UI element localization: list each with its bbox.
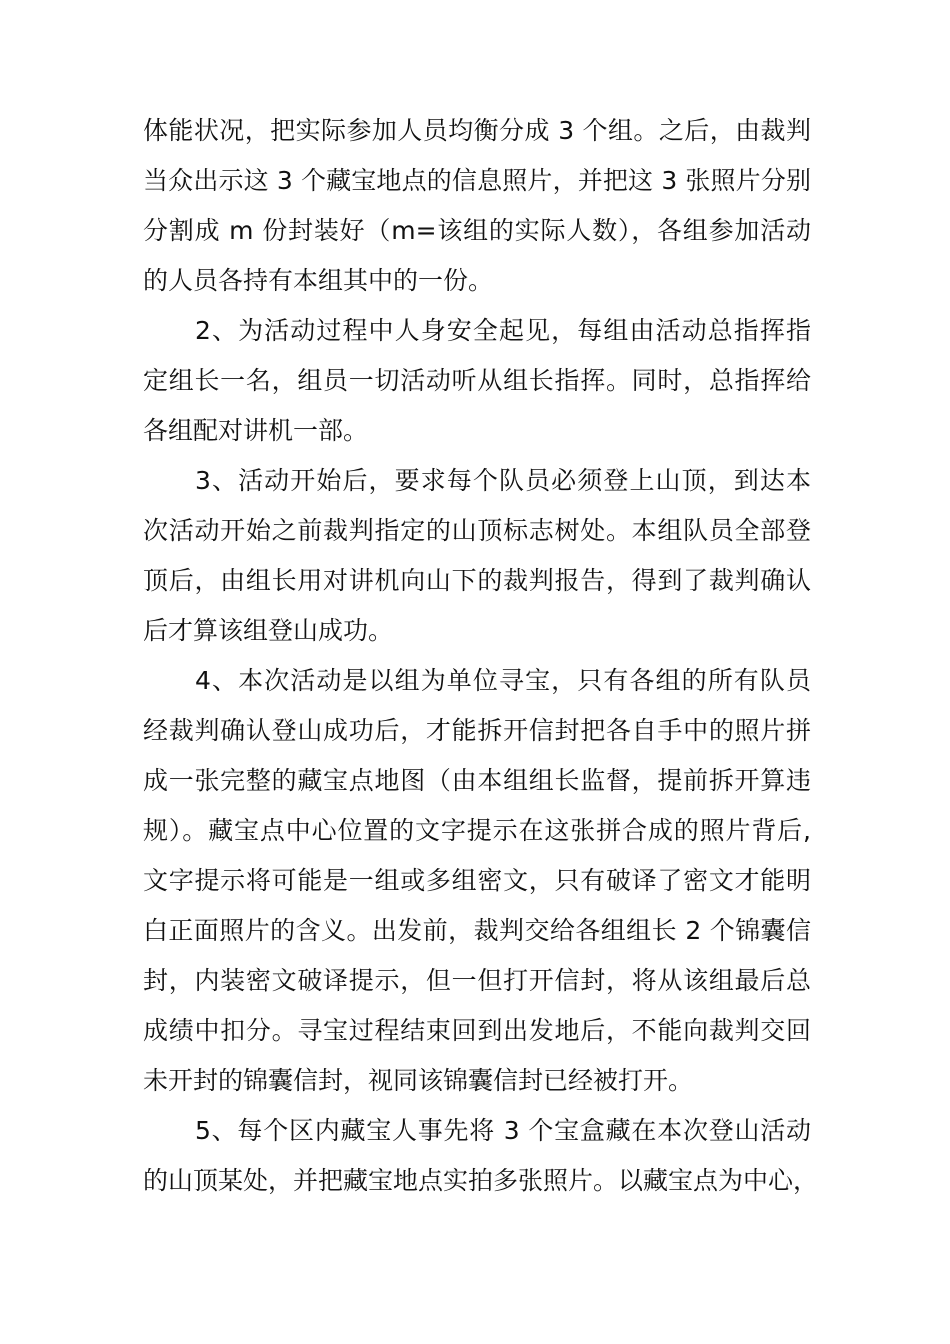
body-line: 的山顶某处，并把藏宝地点实拍多张照片。以藏宝点为中心， — [143, 1166, 819, 1195]
body-line: 成一张完整的藏宝点地图（由本组组长监督，提前拆开算违 — [143, 766, 811, 795]
body-line: 分割成 m 份封装好（m=该组的实际人数），各组参加活动 — [143, 216, 811, 245]
body-line: 各组配对讲机一部。 — [143, 416, 369, 445]
body-line: 白正面照片的含义。出发前，裁判交给各组组长 2 个锦囊信 — [143, 916, 811, 945]
body-line: 规）。藏宝点中心位置的文字提示在这张拼合成的照片背后, — [143, 816, 811, 845]
body-line: 顶后，由组长用对讲机向山下的裁判报告，得到了裁判确认 — [143, 566, 811, 595]
body-line: 成绩中扣分。寻宝过程结束回到出发地后，不能向裁判交回 — [143, 1016, 811, 1045]
paragraph-first-line: 4、本次活动是以组为单位寻宝，只有各组的所有队员 — [195, 666, 811, 695]
body-line: 次活动开始之前裁判指定的山顶标志树处。本组队员全部登 — [143, 516, 811, 545]
body-line: 未开封的锦囊信封，视同该锦囊信封已经被打开。 — [143, 1066, 694, 1095]
body-line: 后才算该组登山成功。 — [143, 616, 394, 645]
paragraph-first-line: 5、每个区内藏宝人事先将 3 个宝盒藏在本次登山活动 — [195, 1116, 811, 1145]
document-body — [143, 106, 819, 1206]
paragraph-first-line: 2、为活动过程中人身安全起见，每组由活动总指挥指 — [195, 316, 811, 345]
paragraph-first-line: 3、活动开始后，要求每个队员必须登上山顶，到达本 — [195, 466, 811, 495]
body-line: 定组长一名，组员一切活动听从组长指挥。同时，总指挥给 — [143, 366, 811, 395]
body-line: 当众出示这 3 个藏宝地点的信息照片，并把这 3 张照片分别 — [143, 166, 811, 195]
body-line: 封，内装密文破译提示，但一但打开信封，将从该组最后总 — [143, 966, 811, 995]
body-line: 体能状况，把实际参加人员均衡分成 3 个组。之后，由裁判 — [143, 116, 811, 145]
body-line: 经裁判确认登山成功后，才能拆开信封把各自手中的照片拼 — [143, 716, 811, 745]
body-line: 文字提示将可能是一组或多组密文，只有破译了密文才能明 — [143, 866, 811, 895]
body-line: 的人员各持有本组其中的一份。 — [143, 266, 494, 295]
